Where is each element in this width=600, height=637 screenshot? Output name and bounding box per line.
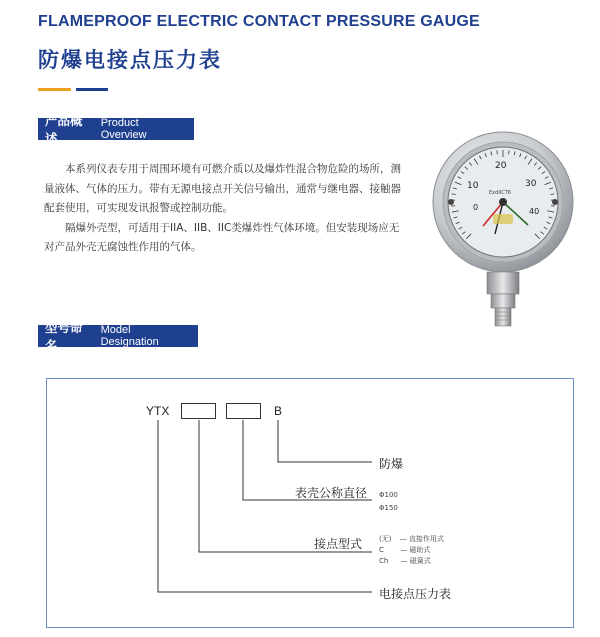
section-heading-designation-cn: 型号命名 xyxy=(45,320,83,353)
label-explosion-proof: 防爆 xyxy=(379,457,404,471)
label-product: 电接点压力表 xyxy=(379,587,452,601)
contact-option-code: (无) xyxy=(379,535,392,543)
diameter-option-150: Φ150 xyxy=(379,504,398,512)
contact-option-desc: 磁簧式 xyxy=(409,557,431,565)
gauge-scale-20: 20 xyxy=(495,161,507,171)
section-heading-overview-en: Product Overview xyxy=(100,117,147,141)
label-contact-type: 接点型式 xyxy=(314,537,363,551)
contact-option-code: Ch xyxy=(379,557,389,565)
gauge-scale-10: 10 xyxy=(467,181,479,191)
contact-option-code: C xyxy=(379,546,384,554)
description-paragraph-1: 本系列仪表专用于周围环境有可燃介质以及爆炸性混合物危险的场所，测量液体、气体的压力。带有无源电接点开关信号输出，通常与继电器、接触器配套使用，可实现发讯报警或控制功能。 xyxy=(44,163,401,214)
model-suffix: B xyxy=(274,404,283,418)
page-title-cn: 防爆电接点压力表 xyxy=(38,48,222,72)
contact-option-c: C — 磁助式 xyxy=(379,546,431,554)
diameter-option-100: Φ100 xyxy=(379,491,398,499)
label-case-diameter: 表壳公称直径 xyxy=(295,486,368,500)
page-title-en: FLAMEPROOF ELECTRIC CONTACT PRESSURE GAUGE xyxy=(38,13,480,30)
contact-option-desc: 磁助式 xyxy=(409,546,431,554)
contact-option-none: (无) — 直接作用式 xyxy=(379,535,444,543)
model-prefix: YTX xyxy=(146,404,170,418)
description-paragraph-2: 隔爆外壳型，可适用于IIA、IIB、IIC类爆炸性气体环境。但安装现场应无对产品外壳无腐蚀性作用的气体。 xyxy=(44,221,400,253)
gauge-scale-30: 30 xyxy=(525,179,537,189)
section-heading-designation-en: Model Designation xyxy=(100,324,159,348)
gauge-scale-0: 0 xyxy=(473,203,479,212)
contact-option-desc: 直接作用式 xyxy=(408,535,444,543)
gauge-dial-mark: ExdIICT6 xyxy=(489,190,511,196)
contact-option-ch: Ch — 磁簧式 xyxy=(379,557,431,565)
gauge-scale-40: 40 xyxy=(529,207,540,216)
section-heading-overview-cn: 产品概述 xyxy=(45,113,83,146)
